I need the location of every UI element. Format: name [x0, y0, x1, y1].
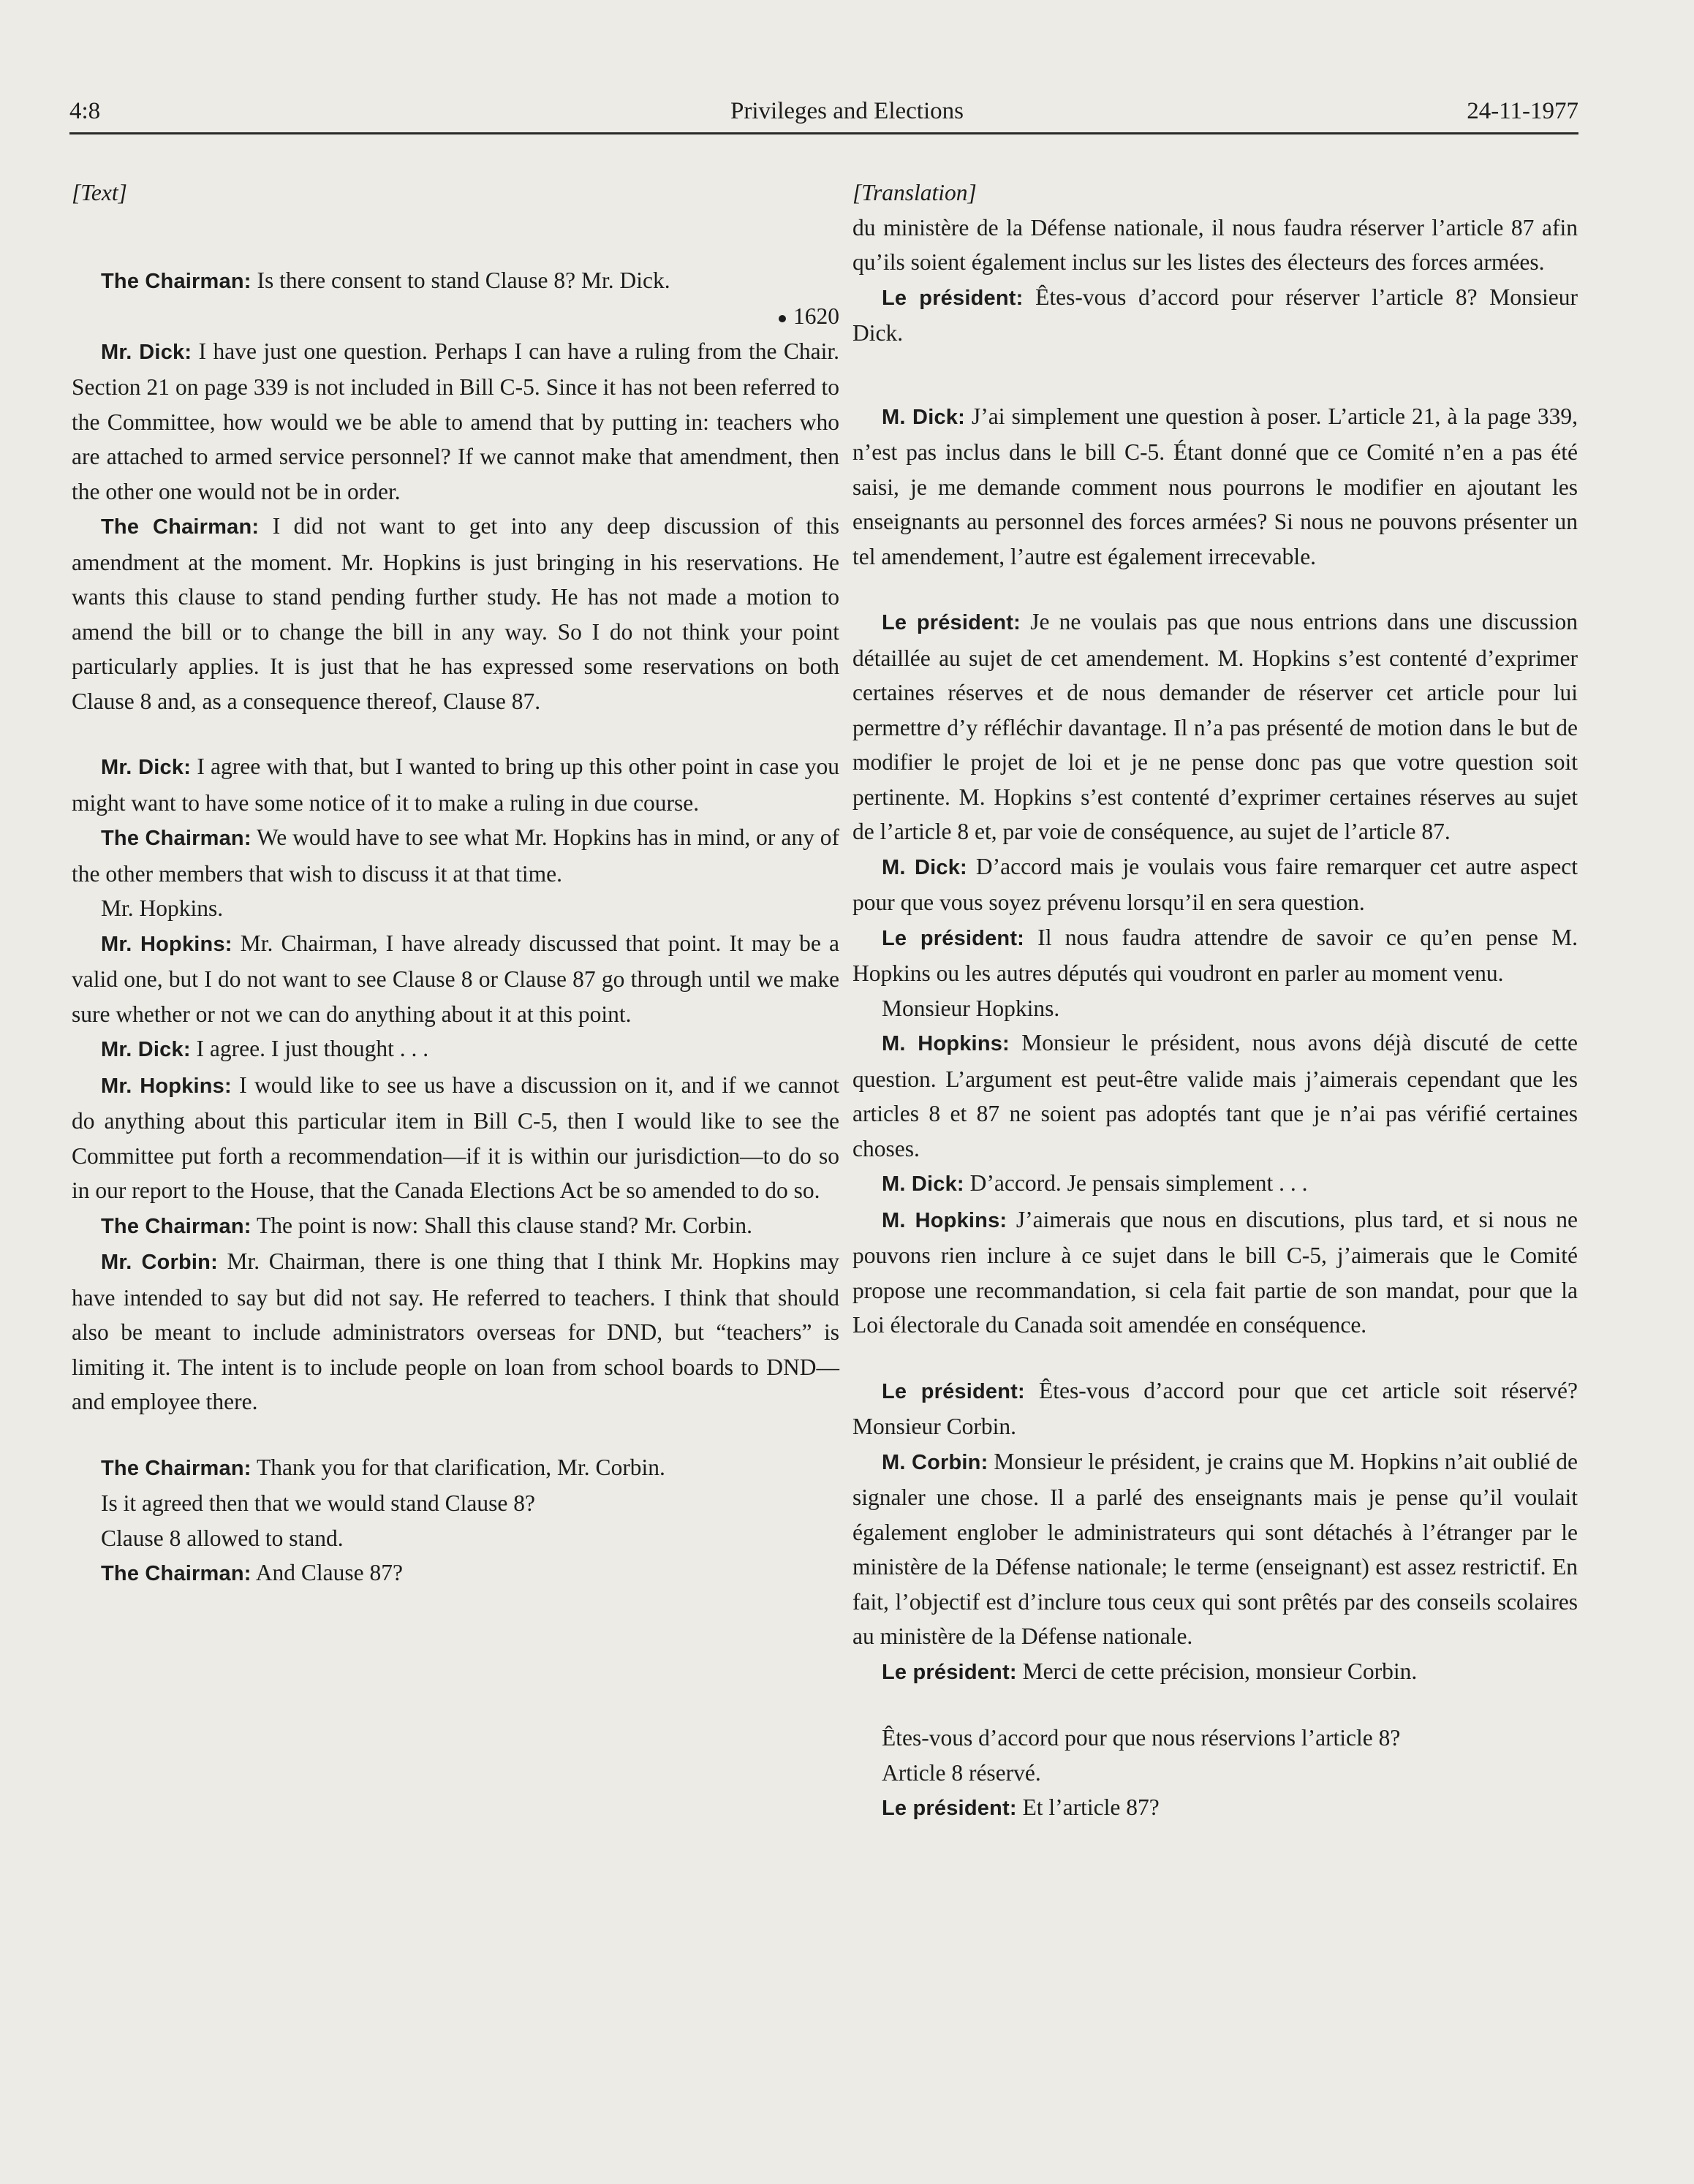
speaker: Le président: — [882, 1379, 1025, 1403]
paragraph — [852, 920, 1578, 991]
speech: J’ai simplement une question à poser. L’article 21, à la page 339, n’est pas inclus dans le bill C-5. Étant donné que ce Comité n’en a pas été saisi, je me demande comment nous pourrons le modifier en ajoutant les enseignants au personnel des forces armées? Si nous ne pouvons présenter un tel amendement, l’autre est également irrecevable. — [852, 403, 1578, 569]
speech: I would like to see us have a discussion on it, and if we cannot do anything about this particular item in Bill C-5, then I would like to see the Committee put forth a recommendation—if it is within our jurisdiction—to do so in our report to the House, that the Canada Elections Act be so amended to do so. — [72, 1072, 839, 1203]
speaker: Le président: — [882, 926, 1025, 950]
speaker: Le président: — [882, 286, 1024, 310]
paragraph — [72, 1068, 839, 1208]
paragraph — [852, 1721, 1578, 1756]
paragraph — [852, 211, 1578, 280]
paragraph — [72, 1486, 839, 1521]
header-date: 24-11-1977 — [1467, 98, 1578, 124]
paragraph — [852, 1025, 1578, 1166]
speaker: Le président: — [882, 1660, 1017, 1684]
time-marker-value: 1620 — [793, 303, 839, 329]
speech: D’accord. Je pensais simplement . . . — [964, 1170, 1308, 1196]
paragraph — [72, 334, 839, 509]
speech: Is there consent to stand Clause 8? Mr. Dick. — [251, 267, 670, 293]
speaker: Mr. Dick: — [101, 340, 192, 364]
speaker: M. Dick: — [882, 855, 967, 879]
speech: Merci de cette précision, monsieur Corbin. — [1016, 1658, 1418, 1684]
paragraph — [72, 1555, 839, 1592]
paragraph — [852, 1654, 1578, 1691]
speech: Monsieur Hopkins. — [882, 995, 1060, 1021]
paragraph — [72, 891, 839, 926]
speaker: Mr. Hopkins: — [101, 932, 232, 956]
paragraph — [852, 849, 1578, 920]
speaker: Le président: — [882, 611, 1021, 634]
speech: We would have to see what Mr. Hopkins has in mind, or any of the other members that wish to discuss it at that time. — [72, 824, 839, 887]
paragraph — [72, 1521, 839, 1556]
speech: Is it agreed then that we would stand Clause 8? — [101, 1490, 535, 1516]
paragraph — [72, 1031, 839, 1068]
paragraph — [72, 509, 839, 718]
speaker: Mr. Dick: — [101, 1038, 191, 1061]
bullet-icon — [779, 315, 786, 322]
speech: I agree with that, but I wanted to bring up this other point in case you might want to have some notice of it to make a ruling in due course. — [72, 754, 840, 816]
speech: Il nous faudra attendre de savoir ce qu’en pense M. Hopkins ou les autres députés qui voudront en parler au moment venu. — [852, 924, 1578, 986]
page-number: 4:8 — [69, 98, 101, 124]
speech: Êtes-vous d’accord pour que cet article soit réservé? Monsieur Corbin. — [852, 1377, 1578, 1439]
speech: J’aimerais que nous en discutions, plus tard, et si nous ne pouvons rien inclure à ce sujet dans le bill C-5, j’aimerais que le Comité propose une recommandation, si cela fait partie de son mandat, pour que la Loi électorale du Canada soit amendée en conséquence. — [852, 1206, 1578, 1338]
section-label-translation: [Translation] — [852, 180, 977, 205]
speech: Êtes-vous d’accord pour que nous réservions l’article 8? — [882, 1725, 1401, 1751]
speaker: The Chairman: — [101, 1214, 252, 1238]
speaker: The Chairman: — [101, 1456, 252, 1480]
paragraph — [852, 1202, 1578, 1343]
speech: I agree. I just thought . . . — [190, 1036, 429, 1061]
paragraph — [852, 991, 1578, 1026]
french-column — [852, 175, 1578, 1827]
section-label-text: [Text] — [72, 180, 127, 205]
speaker: M. Hopkins: — [882, 1032, 1010, 1055]
paragraph — [852, 1790, 1578, 1827]
speech: Article 8 réservé. — [882, 1759, 1041, 1786]
speech: Mr. Chairman, I have already discussed that point. It may be a valid one, but I do not want to see Clause 8 or Clause 87 go through until we make sure whether or not we can do anything about it at this point. — [72, 930, 839, 1027]
paragraph — [852, 1444, 1578, 1654]
speech: Êtes-vous d’accord pour réserver l’article 8? Monsieur Dick. — [852, 284, 1578, 346]
speech: I have just one question. Perhaps I can have a ruling from the Chair. Section 21 on page 339 is not included in Bill C-5. Since it has not been referred to the Committee, how would we be able to amend that by putting in: teachers who are attached to armed service personnel? If we cannot make that amendment, then the other one would not be in order. — [72, 338, 839, 504]
speech: Je ne voulais pas que nous entrions dans une discussion détaillée au sujet de cet amendement. M. Hopkins s’est contenté d’exprimer certaines réserves et de nous demander de réserver cet article pour lui permettre d’y réfléchir davantage. Il n’a pas présenté de motion dans le but de modifier le projet de loi et je ne pense donc pas que votre question soit pertinente. M. Hopkins s’est contenté d’exprimer certaines réserves au sujet de l’article 8 et, par voie de conséquence, au sujet de l’article 87. — [852, 609, 1578, 844]
time-marker — [72, 299, 839, 334]
speech: Et l’article 87? — [1016, 1794, 1160, 1820]
paragraph — [852, 1756, 1578, 1791]
paragraph — [72, 926, 839, 1032]
paragraph — [72, 1208, 839, 1245]
paragraph — [72, 820, 839, 891]
english-column — [72, 175, 839, 1592]
speaker: Mr. Corbin: — [101, 1251, 218, 1274]
paragraph — [72, 749, 839, 820]
paragraph — [852, 1373, 1578, 1444]
speech: Mr. Chairman, there is one thing that I think Mr. Hopkins may have intended to say but did not say. He referred to teachers. I think that should also be meant to include administrators overseas for DND, but “teachers” is limiting it. The intent is to include people on loan from school boards to DND—and employee there. — [72, 1248, 839, 1414]
speech: Monsieur le président, nous avons déjà discuté de cette question. L’argument est peut-être valide mais j’aimerais cependant que les articles 8 et 87 ne soient pas adoptés tant que je n’ai pas vérifié certaines choses. — [852, 1030, 1578, 1161]
speaker: M. Hopkins: — [882, 1208, 1007, 1232]
paragraph — [72, 1244, 839, 1419]
speech: du ministère de la Défense nationale, il nous faudra réserver l’article 87 afin qu’ils soient également inclus sur les listes des électeurs des forces armées. — [852, 214, 1578, 275]
speaker: The Chairman: — [101, 1562, 252, 1585]
paragraph — [72, 263, 839, 300]
speaker: The Chairman: — [101, 515, 260, 539]
running-title: Privileges and Elections — [730, 98, 964, 124]
speech: I did not want to get into any deep discussion of this amendment at the moment. Mr. Hopkins is just bringing in his reservations. He wants this clause to stand pending further study. He has not made a motion to amend the bill or to change the bill in any way. So I do not think your point particularly applies. It is just that he has expressed some reservations on both Clause 8 and, as a consequence thereof, Clause 87. — [72, 513, 839, 714]
paragraph — [852, 1166, 1578, 1202]
speech: Thank you for that clarification, Mr. Corbin. — [251, 1454, 665, 1480]
speaker: M. Dick: — [882, 405, 965, 429]
speaker: Mr. Dick: — [101, 756, 192, 779]
speech: Clause 8 allowed to stand. — [101, 1525, 344, 1551]
speaker: M. Corbin: — [882, 1450, 988, 1474]
speaker: The Chairman: — [101, 269, 252, 293]
speech: Monsieur le président, je crains que M. Hopkins n’ait oublié de signaler une chose. Il a parlé des enseignants mais je pense qu’il voulait également englober le administrateurs qui sont détachés à l’étranger par le ministère de la Défense nationale; le terme (enseignant) est assez restrictif. En fait, l’objectif est d’inclure tous ceux qui sont prêtés par des conseils scolaires au ministère de la Défense nationale. — [852, 1448, 1578, 1649]
speaker: The Chairman: — [101, 827, 252, 850]
speaker: Le président: — [882, 1797, 1017, 1820]
speech: The point is now: Shall this clause stand? Mr. Corbin. — [251, 1212, 753, 1238]
header-rule — [69, 132, 1578, 134]
speaker: M. Dick: — [882, 1172, 964, 1196]
speaker: Mr. Hopkins: — [101, 1074, 232, 1098]
speech: Mr. Hopkins. — [101, 895, 224, 921]
paragraph — [852, 399, 1578, 575]
speech: D’accord mais je voulais vous faire remarquer cet autre aspect pour que vous soyez prévenu lorsqu’il en sera question. — [852, 853, 1578, 915]
paragraph — [852, 604, 1578, 849]
paragraph — [852, 280, 1578, 351]
paragraph — [72, 1450, 839, 1487]
speech: And Clause 87? — [251, 1560, 403, 1585]
